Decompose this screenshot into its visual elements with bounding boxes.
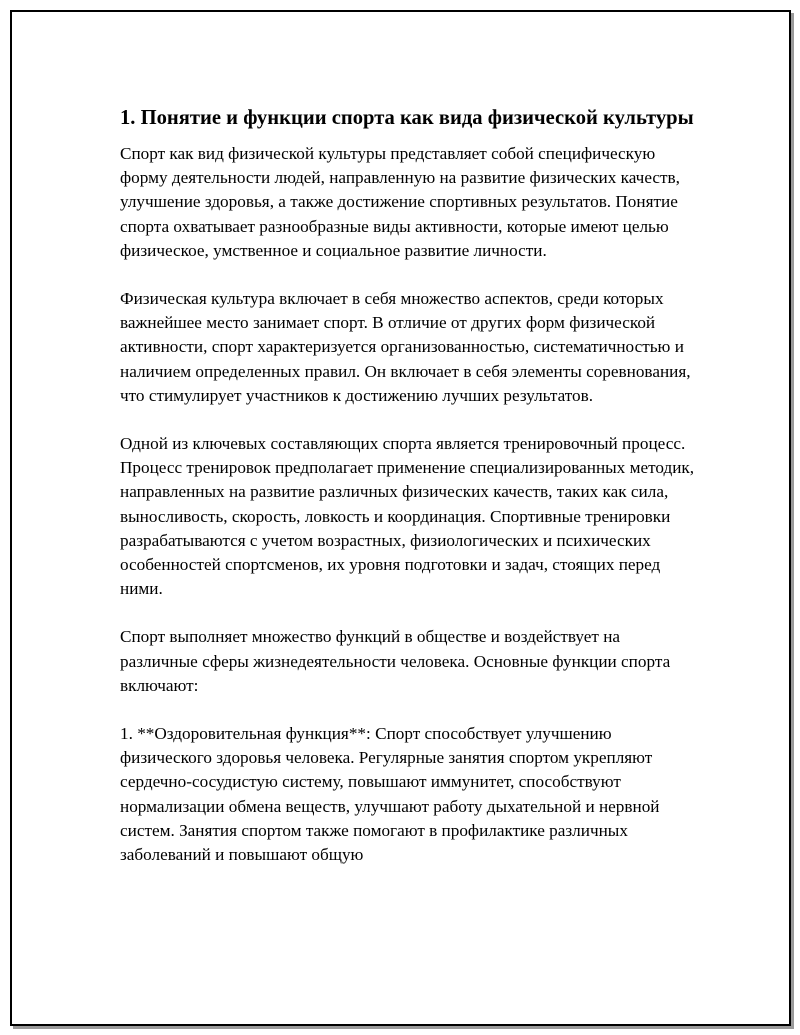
paragraph-sport-functions-intro: Спорт выполняет множество функций в обществе и воздействует на различные сферы жизнедеятельности человека. Основные функции спорта включают: — [120, 627, 671, 695]
paragraph-health-function: 1. **Оздоровительная функция**: Спорт способствует улучшению физического здоровья человека. Регулярные занятия спортом укрепляют сердечно-сосудистую систему, повышают иммунитет, способствуют нормализации обмена веществ, улучшают работу дыхательной и нервной систем. Занятия спортом также помогают в профилактике различных заболеваний и повышают общую — [120, 724, 660, 865]
section-heading: 1. Понятие и функции спорта как вида физической культуры — [120, 107, 694, 129]
paragraph-sport-definition: Спорт как вид физической культуры представляет собой специфическую форму деятельности людей, направленную на развитие физических качеств, улучшение здоровья, а также достижение спортивных результатов. Понятие спорта охватывает разнообразные виды активности, которые имеют целью физическое, умственное и социальное развитие личности. — [120, 144, 680, 260]
paragraph-physical-culture: Физическая культура включает в себя множество аспектов, среди которых важнейшее место занимает спорт. В отличие от других форм физической активности, спорт характеризуется организованностью, систематичностью и наличием определенных правил. Он включает в себя элементы соревнования, что стимулирует участников к достижению лучших результатов. — [120, 289, 691, 405]
paragraph-training-process: Одной из ключевых составляющих спорта является тренировочный процесс. Процесс тренировок предполагает применение специализированных методик, направленных на развитие различных физических качеств, таких как сила, выносливость, скорость, ловкость и координация. Спортивные тренировки разрабатываются с учетом возрастных, физиологических и психических особенностей спортсменов, их уровня подготовки и задач, стоящих перед ними. — [120, 434, 695, 599]
document-page — [10, 10, 791, 1026]
document-content — [120, 105, 698, 867]
